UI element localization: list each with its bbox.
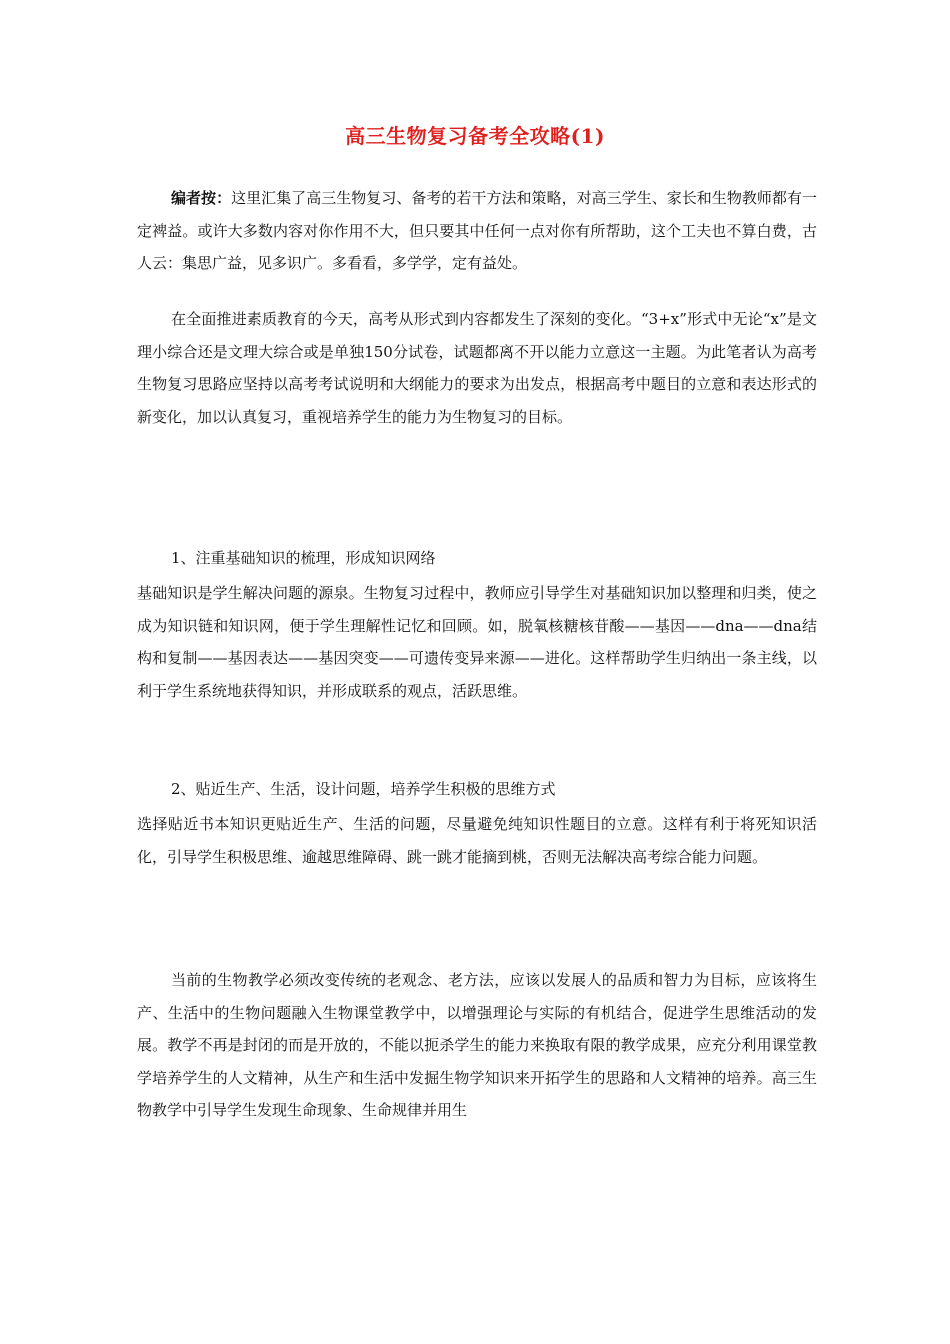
editor-note-label: 编者按： bbox=[171, 189, 232, 207]
editor-note-paragraph bbox=[137, 182, 817, 280]
section2-heading: 2、贴近生产、生活，设计问题，培养学生积极的思维方式 bbox=[171, 780, 556, 798]
section2-body: 选择贴近书本知识更贴近生产、生活的问题，尽量避免纯知识性题目的立意。这样有利于将死知识活化，引导学生积极思维、逾越思维障碍、跳一跳才能摘到桃，否则无法解决高考综合能力问题。 bbox=[137, 815, 817, 866]
document-title: 高三生物复习备考全攻略(1) bbox=[345, 124, 605, 148]
closing-paragraph: 当前的生物教学必须改变传统的老观念、老方法，应该以发展人的品质和智力为目标，应该将生产、生活中的生物问题融入生物课堂教学中，以增强理论与实际的有机结合，促进学生思维活动的发展。教学不再是封闭的而是开放的，不能以扼杀学生的能力来换取有限的教学成果，应充分利用课堂教学培养学生的人文精神，从生产和生活中发掘生物学知识来开拓学生的思路和人文精神的培养。高三生物教学中引导学生发现生命现象、生命规律并用生 bbox=[137, 971, 817, 1119]
section1-body: 基础知识是学生解决问题的源泉。生物复习过程中，教师应引导学生对基础知识加以整理和归类，使之成为知识链和知识网，便于学生理解性记忆和回顾。如，脱氧核糖核苷酸——基因——dna——dna结构和复制——基因表达——基因突变——可遗传变异来源——进化。这样帮助学生归纳出一条主线，以利于学生系统地获得知识，并形成联系的观点，活跃思维。 bbox=[137, 584, 817, 700]
editor-note-text: 这里汇集了高三生物复习、备考的若干方法和策略，对高三学生、家长和生物教师都有一定裨益。或许大多数内容对你作用不大，但只要其中任何一点对你有所帮助，这个工夫也不算白费，古人云：集思广益，见多识广。多看看，多学学，定有益处。 bbox=[137, 189, 817, 272]
intro-paragraph: 在全面推进素质教育的今天，高考从形式到内容都发生了深刻的变化。“3+x”形式中无论“x”是文理小综合还是文理大综合或是单独150分试卷，试题都离不开以能力立意这一主题。为此笔者认为高考生物复习思路应坚持以高考考试说明和大纲能力的要求为出发点，根据高考中题目的立意和表达形式的新变化，加以认真复习，重视培养学生的能力为生物复习的目标。 bbox=[137, 310, 817, 426]
section1-heading: 1、注重基础知识的梳理，形成知识网络 bbox=[171, 549, 436, 567]
